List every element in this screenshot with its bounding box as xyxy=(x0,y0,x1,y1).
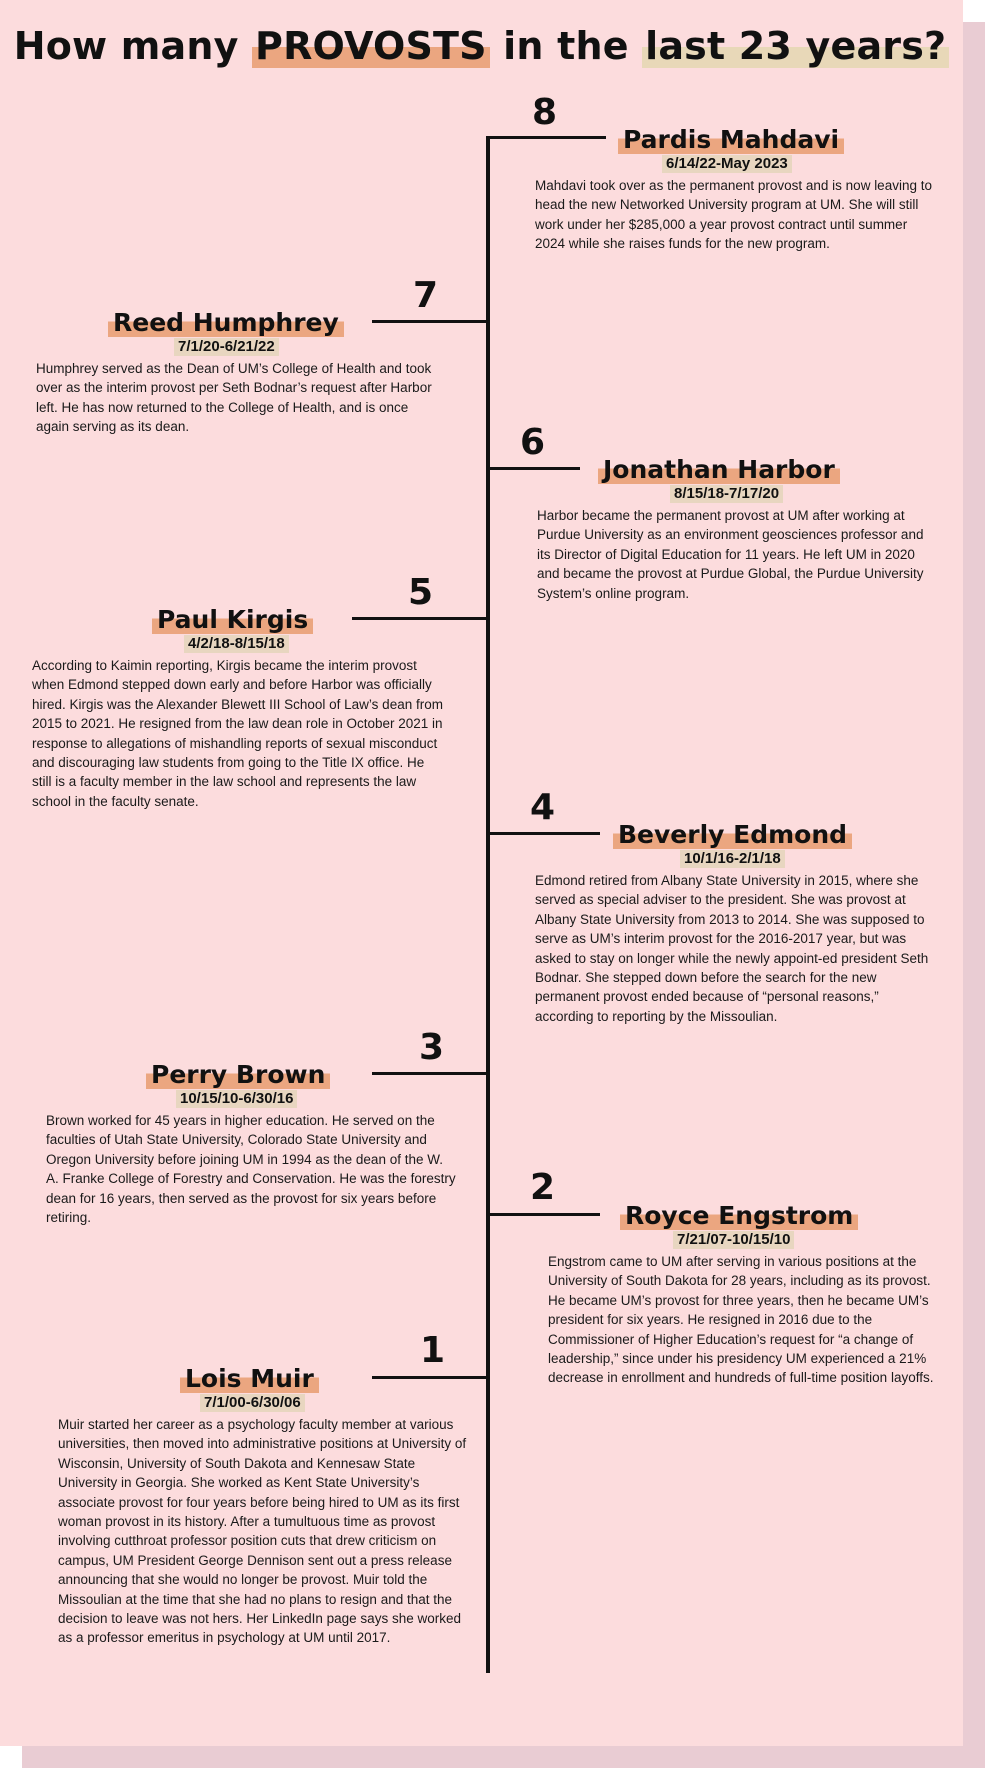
timeline-number-1: 1 xyxy=(420,1330,446,1371)
title-prefix: How many xyxy=(13,24,239,68)
provost-description: Humphrey served as the Dean of UM’s College of Health and took over as the interim provost per Seth Bodnar’s request after Harbor left. He has now returned to the College of Health, and is once again serving as its dean. xyxy=(36,361,432,435)
provost-entry-beverly-edmond xyxy=(535,821,935,1026)
timeline-number-4: 4 xyxy=(530,787,556,828)
timeline-spine xyxy=(486,138,490,1673)
provost-description: Engstrom came to UM after serving in various positions at the University of South Dakota for 28 years, including as its provost. He became UM’s provost for three years, then he became UM’s president for six years. He resigned in 2016 due to the Commissioner of Higher Education’s request for “a change of leadership,” since under his presidency UM experienced a 21% decrease in enrollment and hundreds of full-time position layoffs. xyxy=(548,1254,934,1386)
provost-dates: 7/1/20-6/21/22 xyxy=(174,338,279,356)
provost-name: Reed Humphrey xyxy=(108,309,344,337)
timeline-number-8: 8 xyxy=(532,92,558,133)
provost-dates: 8/15/18-7/17/20 xyxy=(670,485,783,503)
provost-dates: 10/15/10-6/30/16 xyxy=(176,1090,297,1108)
provost-name: Paul Kirgis xyxy=(152,606,313,634)
provost-description: Muir started her career as a psychology faculty member at various universities, then moved into administrative positions at University of Wisconsin, University of South Dakota and Kennesaw State University in Georgia. She worked as Kent State University’s associate provost for four years before being hired to UM as its first woman provost in its history. After a tumultuous time as provost involving cutthroat professor position cuts that drew criticism on campus, UM President George Dennison sent out a press release announcing that she would no longer be provost. Muir told the Missoulian at the time that she had no plans to resign and that the decision to leave was not hers. Her LinkedIn page says she worked as a professor emeritus in psychology at UM until 2017. xyxy=(58,1417,467,1646)
provost-description: According to Kaimin reporting, Kirgis became the interim provost when Edmond stepped down early and before Harbor was officially hired. Kirgis was the Alexander Blewett III School of Law’s dean from 2015 to 2021. He resigned from the law dean role in October 2021 in response to allegations of mishandling reports of sexual misconduct and discouraging law students from going to the Title IX office. He still is a faculty member in the law school and represents the law school in the faculty senate. xyxy=(32,658,443,809)
provost-entry-lois-muir xyxy=(58,1365,473,1648)
provost-name: Beverly Edmond xyxy=(613,821,852,849)
title-highlight-years: last 23 years? xyxy=(642,24,949,68)
provost-dates: 10/1/16-2/1/18 xyxy=(680,850,785,868)
title-highlight-provosts: PROVOSTS xyxy=(252,24,490,68)
timeline-number-7: 7 xyxy=(413,275,439,316)
provost-description: Mahdavi took over as the permanent provost and is now leaving to head the new Networked University program at UM. She will still work under her $285,000 a year provost contract until summer 2024 while she raises funds for the new program. xyxy=(535,178,932,252)
timeline-number-3: 3 xyxy=(419,1027,445,1068)
provost-dates: 6/14/22-May 2023 xyxy=(662,155,792,173)
provost-entry-royce-engstrom xyxy=(548,1202,948,1388)
provost-dates: 4/2/18-8/15/18 xyxy=(184,635,289,653)
provost-description: Edmond retired from Albany State University in 2015, where she served as special adviser to the president. She was provost at Albany State University from 2013 to 2014. She was supposed to serve as UM’s interim provost for the 2016-2017 year, but was asked to stay on longer while the newly appoint-ed president Seth Bodnar. She stepped down before the search for the new permanent provost ended because of “personal reasons,” according to reporting by the Missoulian. xyxy=(535,873,929,1024)
provost-description: Harbor became the permanent provost at UM after working at Purdue University as an environment geosciences professor and its Director of Digital Education for 11 years. He left UM in 2020 and became the provost at Purdue Global, the Purdue University System’s online program. xyxy=(537,508,924,601)
provost-name: Perry Brown xyxy=(146,1061,330,1089)
provost-entry-reed-humphrey xyxy=(36,309,436,437)
provost-dates: 7/21/07-10/15/10 xyxy=(673,1231,794,1249)
provost-entry-pardis-mahdavi xyxy=(535,126,935,254)
provost-name: Lois Muir xyxy=(180,1365,319,1393)
provost-name: Jonathan Harbor xyxy=(598,456,840,484)
page-title xyxy=(0,24,963,68)
timeline-number-2: 2 xyxy=(530,1167,556,1208)
provost-entry-paul-kirgis xyxy=(32,606,447,811)
provost-dates: 7/1/00-6/30/06 xyxy=(200,1394,305,1412)
provost-name: Royce Engstrom xyxy=(620,1202,858,1230)
provost-entry-jonathan-harbor xyxy=(537,456,937,603)
timeline-number-5: 5 xyxy=(408,572,434,613)
timeline-number-6: 6 xyxy=(520,422,546,463)
provost-name: Pardis Mahdavi xyxy=(618,126,844,154)
title-middle: in the xyxy=(503,24,629,68)
provost-entry-perry-brown xyxy=(46,1061,456,1227)
provost-description: Brown worked for 45 years in higher education. He served on the faculties of Utah State University, Colorado State University and Oregon University before joining UM in 1994 as the dean of the W. A. Franke College of Forestry and Conservation. He was the forestry dean for 16 years, then served as the provost for six years before retiring. xyxy=(46,1113,456,1226)
